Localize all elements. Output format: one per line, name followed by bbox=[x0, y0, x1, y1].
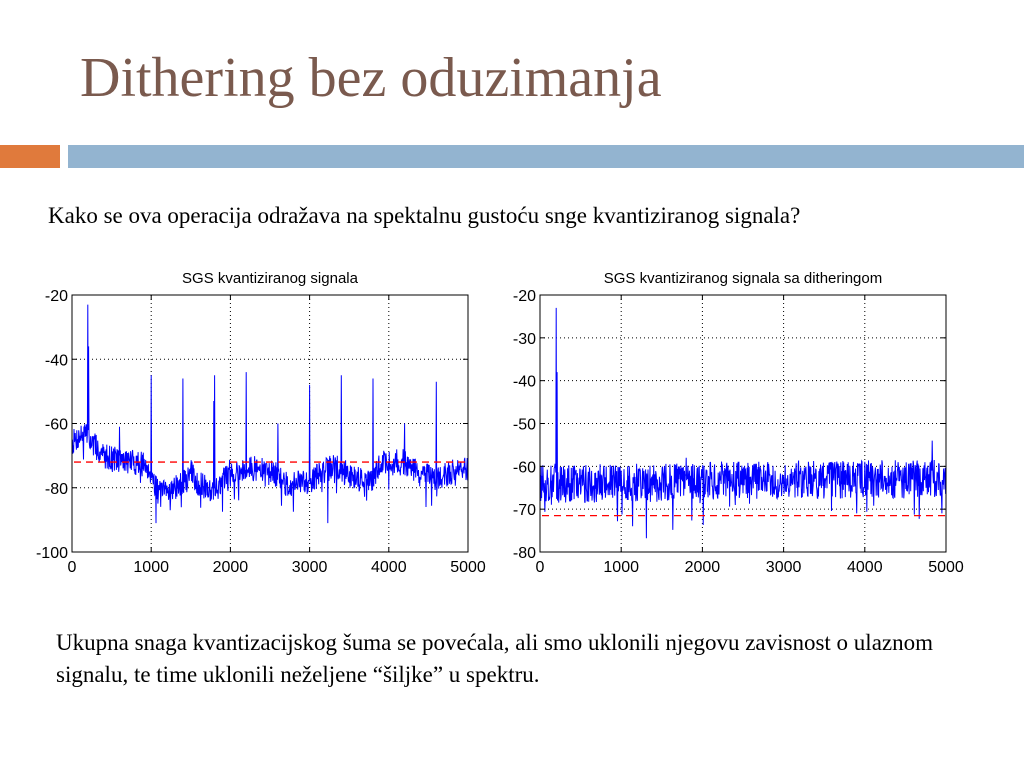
chart-left-xtick-label-4: 4000 bbox=[371, 559, 407, 576]
chart-right-xtick-label-0: 0 bbox=[535, 559, 545, 576]
chart-right-ytick-label-6: -80 bbox=[512, 545, 536, 562]
conclusion-text: Ukupna snaga kvantizacijskog šuma se povećala, ali smo uklonili njegovu zavisnost o ulaznom signalu, te time uklonili neželjene “šiljke” u spektru. bbox=[56, 630, 933, 687]
chart-right-xtick-label-5: 5000 bbox=[928, 559, 964, 576]
chart-right-ytick-label-4: -60 bbox=[512, 459, 536, 477]
chart-left bbox=[30, 262, 500, 582]
chart-left-ytick-label-2: -60 bbox=[44, 416, 68, 434]
chart-right-title: SGS kvantiziranog signala sa ditheringom bbox=[603, 270, 883, 287]
chart-right bbox=[500, 262, 980, 582]
question-text: Kako se ova operacija odražava na spektalnu gustoću snge kvantiziranog signala? bbox=[48, 203, 801, 228]
chart-left-title: SGS kvantiziranog signala bbox=[182, 270, 358, 287]
accent-bar-blue bbox=[68, 145, 1024, 168]
chart-left-xtick-label-0: 0 bbox=[67, 559, 77, 576]
chart-left-ytick-label-0: -20 bbox=[44, 288, 68, 305]
chart-right-ytick-label-1: -30 bbox=[512, 330, 536, 348]
chart-left-ytick-label-1: -40 bbox=[44, 352, 68, 370]
chart-right-ytick-label-3: -50 bbox=[512, 416, 536, 434]
chart-right-xtick-label-3: 3000 bbox=[765, 559, 802, 576]
slide-title: Dithering bez oduzimanja bbox=[80, 47, 662, 109]
chart-left-ytick-label-3: -80 bbox=[44, 480, 68, 498]
chart-left-xtick-label-5: 5000 bbox=[450, 559, 486, 576]
chart-right-xtick-label-1: 1000 bbox=[603, 559, 639, 576]
chart-left-series-line bbox=[72, 305, 468, 523]
chart-right-ytick-label-5: -70 bbox=[512, 502, 536, 520]
chart-right-ytick-label-0: -20 bbox=[512, 288, 536, 305]
chart-right-xtick-label-4: 4000 bbox=[847, 559, 883, 576]
chart-left-xtick-label-3: 3000 bbox=[291, 559, 328, 576]
chart-left-ytick-label-4: -100 bbox=[35, 545, 68, 562]
chart-right-xtick-label-2: 2000 bbox=[684, 559, 721, 576]
chart-left-xtick-label-2: 2000 bbox=[212, 559, 249, 576]
chart-left-xtick-label-1: 1000 bbox=[133, 559, 169, 576]
chart-right-ytick-label-2: -40 bbox=[512, 373, 536, 391]
accent-bar-orange bbox=[0, 145, 60, 168]
